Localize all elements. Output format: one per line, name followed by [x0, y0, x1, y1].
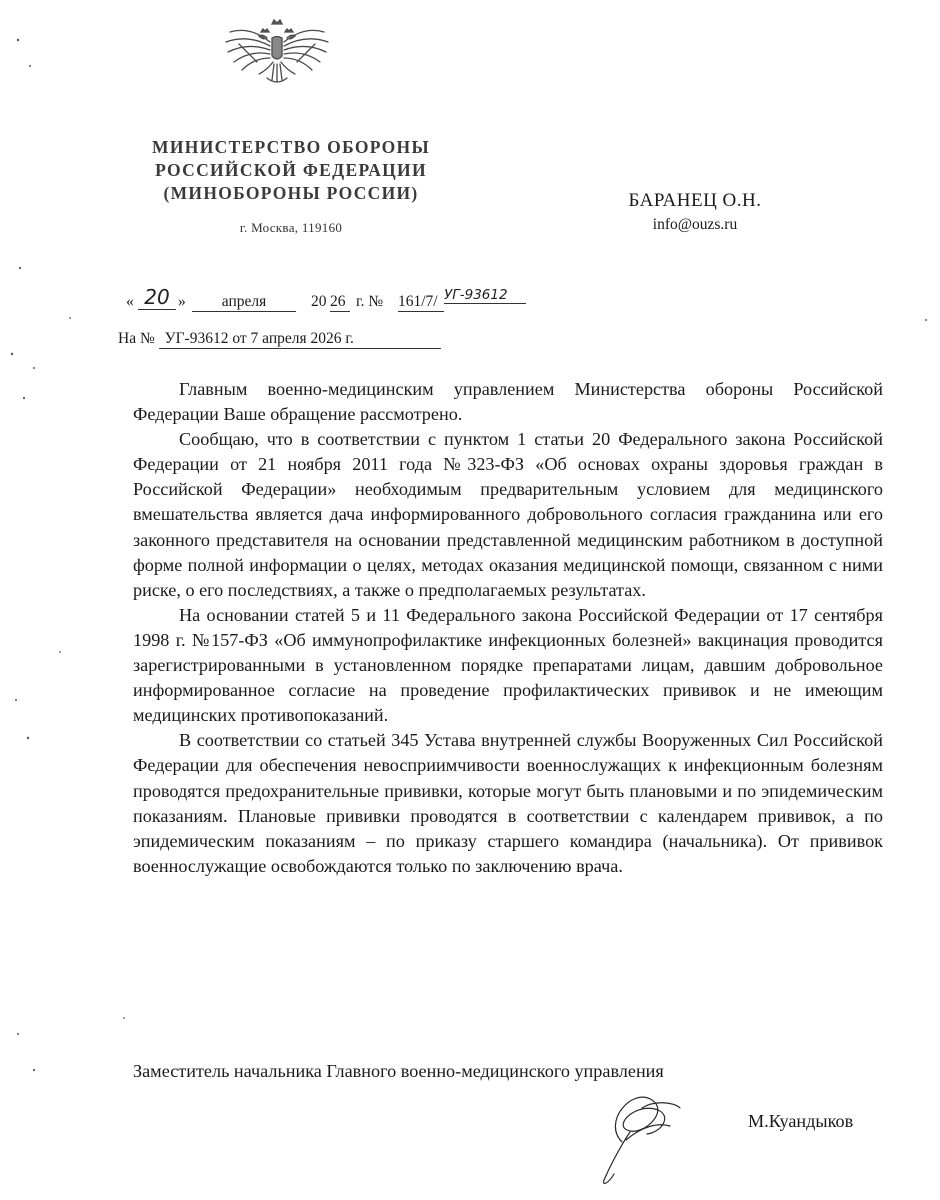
body-paragraph-4: В соответствии со статьей 345 Устава внутренней службы Вооруженных Сил Российской Федерации для обеспечения невосприимчивости военнослужащих к инфекционным болезням проводятся предохранительные прививки, которые могут быть плановыми и по эпидемическим показаниям. Плановые прививки проводятся в соответствии с календарем прививок, а по эпидемическим показаниям – по приказу старшего командира (начальника). От прививок военнослужащие освобождаются только по заключению врача. — [133, 730, 883, 876]
open-quote: « — [126, 293, 134, 310]
ministry-name — [140, 136, 442, 205]
registration-year-prefix: 20 — [311, 293, 327, 310]
ministry-address: г. Москва, 119160 — [239, 220, 343, 235]
reference-value: УГ-93612 от 7 апреля 2026 г. — [159, 330, 441, 349]
registration-number-label: г. № — [356, 293, 384, 310]
body-paragraph-2: Сообщаю, что в соответствии с пунктом 1 статьи 20 Федерального закона Российской Федерации от 21 ноября 2011 года №323-ФЗ «Об основах охраны здоровья граждан в Российской Федерации» необходимым предварительным условием для медицинского вмешательства является дача информированного добровольного согласия гражданина или его законного представителя на основании представленной медицинским работником в доступной форме полной информации о целях, методах оказания медицинской помощи, связанном с ними риске, о его последствиях, а также о предполагаемых результатах. — [133, 429, 883, 600]
registration-number-handwritten: УГ-93612 — [444, 287, 526, 304]
ministry-line-3: (МИНОБОРОНЫ РОССИИ) — [163, 183, 419, 203]
signatory-title: Заместитель начальника Главного военно-медицинского управления — [133, 1061, 664, 1081]
addressee-email: info@ouzs.ru — [652, 216, 738, 233]
registration-day: 20 — [138, 285, 176, 310]
handwritten-signature — [592, 1082, 684, 1186]
body-paragraph-1: Главным военно-медицинским управлением Министерства обороны Российской Федерации Ваше обращение рассмотрено. — [133, 379, 883, 425]
addressee-name: БАРАНЕЦ О.Н. — [628, 190, 762, 211]
ministry-line-1: МИНИСТЕРСТВО ОБОРОНЫ — [152, 137, 430, 157]
body-paragraph-3: На основании статей 5 и 11 Федерального закона Российской Федерации от 17 сентября 1998 г. №157-ФЗ «Об иммунопрофилактике инфекционных болезней» вакцинация проводится зарегистрированными в установленном порядке препаратами лицам, давшим добровольное информированное согласие на проведение профилактических прививок и не имеющим медицинских противопоказаний. — [133, 604, 883, 726]
letter-body — [133, 377, 883, 879]
reference-line — [118, 330, 441, 349]
registration-year-suffix: 26 — [330, 293, 350, 312]
close-quote: » — [178, 293, 186, 310]
signatory-name: М.Куандыков — [748, 1111, 854, 1131]
registration-month: апреля — [192, 293, 296, 312]
addressee-block — [600, 190, 790, 234]
registration-number: 161/7/ — [398, 293, 444, 312]
ministry-line-2: РОССИЙСКОЙ ФЕДЕРАЦИИ — [155, 160, 427, 180]
reference-label: На № — [118, 330, 155, 347]
double-headed-eagle-emblem — [217, 18, 337, 92]
